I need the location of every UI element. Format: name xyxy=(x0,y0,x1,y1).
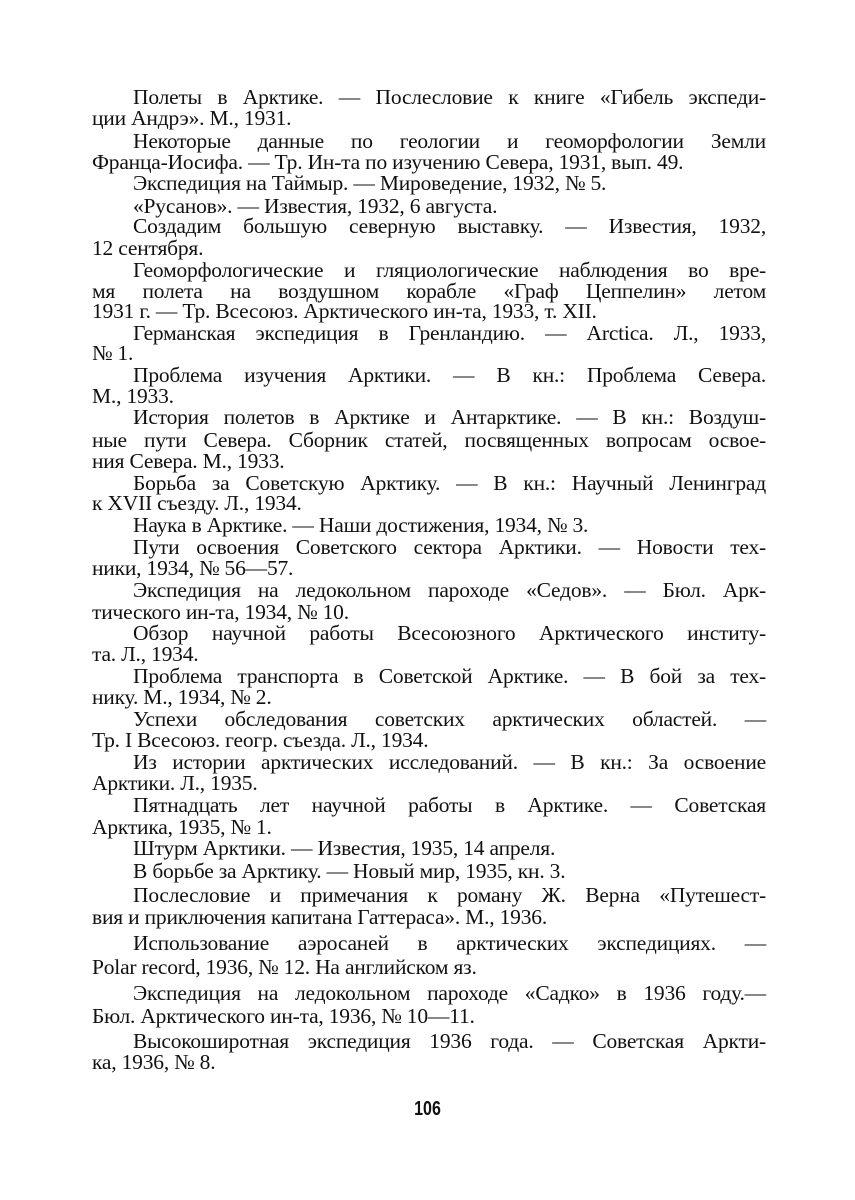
entry-line: Polar record, 1936, № 12. На английском яз. xyxy=(92,955,477,979)
entry-line: Успехи обследования советских арктических областей. — xyxy=(133,707,766,731)
entry-line: Экспедиция на Таймыр. — Мироведение, 1932, № 5. xyxy=(133,171,607,195)
entry-line: Проблема транспорта в Советской Арктике. — В бой за тех- xyxy=(133,664,766,688)
entry-line: та. Л., 1934. xyxy=(92,642,199,666)
entry-line: Германская экспедиция в Гренландию. — Arctica. Л., 1933, xyxy=(133,321,766,345)
entry-line: мя полета на воздушном корабле «Граф Цеппелин» летом xyxy=(92,279,766,303)
entry-line: Послесловие и примечания к роману Ж. Верна «Путешест- xyxy=(133,883,766,907)
entry-line: Геоморфологические и гляциологические наблюдения во вре- xyxy=(133,258,766,282)
entry-line: Борьба за Советскую Арктику. — В кн.: Научный Ленинград xyxy=(133,471,766,495)
entry-line: 1931 г. — Тр. Всесоюз. Арктического ин-та, 1933, т. XII. xyxy=(92,299,597,323)
entry-line: Пути освоения Советского сектора Арктики. — Новости тех- xyxy=(133,535,766,559)
entry-line: к XVII съезду. Л., 1934. xyxy=(92,491,302,515)
entry-line: № 1. xyxy=(92,341,134,365)
entry-line: Тр. I Всесоюз. геогр. съезда. Л., 1934. xyxy=(92,728,429,752)
entry-line: Пятнадцать лет научной работы в Арктике. — Советская xyxy=(133,793,766,817)
entry-line: ники, 1934, № 56—57. xyxy=(92,556,294,580)
entry-line: вия и приключения капитана Гаттераса». М., 1936. xyxy=(92,905,548,929)
entry-line: Высокоширотная экспедиция 1936 года. — Советская Аркти- xyxy=(133,1029,766,1053)
entry-line: Некоторые данные по геологии и геоморфологии Земли xyxy=(133,129,766,153)
entry-line: Штурм Арктики. — Известия, 1935, 14 апреля. xyxy=(133,836,556,860)
entry-line: ные пути Севера. Сборник статей, посвященных вопросам освое- xyxy=(92,428,766,452)
entry-line: 12 сентября. xyxy=(92,236,204,260)
page-number: 106 xyxy=(414,1098,441,1120)
entry-line: ка, 1936, № 8. xyxy=(92,1050,216,1074)
entry-line: Бюл. Арктического ин-та, 1936, № 10—11. xyxy=(92,1004,475,1028)
entry-line: тического ин-та, 1934, № 10. xyxy=(92,600,349,624)
entry-line: В борьбе за Арктику. — Новый мир, 1935, кн. 3. xyxy=(133,859,566,883)
entry-line: М., 1933. xyxy=(92,384,174,408)
entry-line: Из истории арктических исследований. — В кн.: За освоение xyxy=(133,750,766,774)
entry-line: Франца-Иосифа. — Тр. Ин-та по изучению Севера, 1931, вып. 49. xyxy=(92,150,684,174)
entry-line: ния Севера. М., 1933. xyxy=(92,449,285,473)
entry-line: Экспедиция на ледокольном пароходе «Седов». — Бюл. Арк- xyxy=(133,578,766,602)
entry-line: История полетов в Арктике и Антарктике. — В кн.: Воздуш- xyxy=(133,405,766,429)
entry-line: Проблема изучения Арктики. — В кн.: Проблема Севера. xyxy=(133,363,766,387)
entry-line: ции Андрэ». М., 1931. xyxy=(92,106,292,130)
entry-line: Наука в Арктике. — Наши достижения, 1934, № 3. xyxy=(133,513,589,537)
entry-line: Арктики. Л., 1935. xyxy=(92,771,258,795)
entry-line: нику. М., 1934, № 2. xyxy=(92,685,272,709)
entry-line: Экспедиция на ледокольном пароходе «Садко» в 1936 году.— xyxy=(133,981,766,1005)
entry-line: Арктика, 1935, № 1. xyxy=(92,815,272,839)
entry-line: Создадим большую северную выставку. — Известия, 1932, xyxy=(133,214,766,238)
entry-line: Полеты в Арктике. — Послесловие к книге «Гибель экспеди- xyxy=(133,85,766,109)
entry-line: Обзор научной работы Всесоюзного Арктического институ- xyxy=(133,621,766,645)
entry-line: Использование аэросаней в арктических экспедициях. — xyxy=(133,931,766,955)
entry-line: «Русанов». — Известия, 1932, 6 августа. xyxy=(133,194,498,218)
